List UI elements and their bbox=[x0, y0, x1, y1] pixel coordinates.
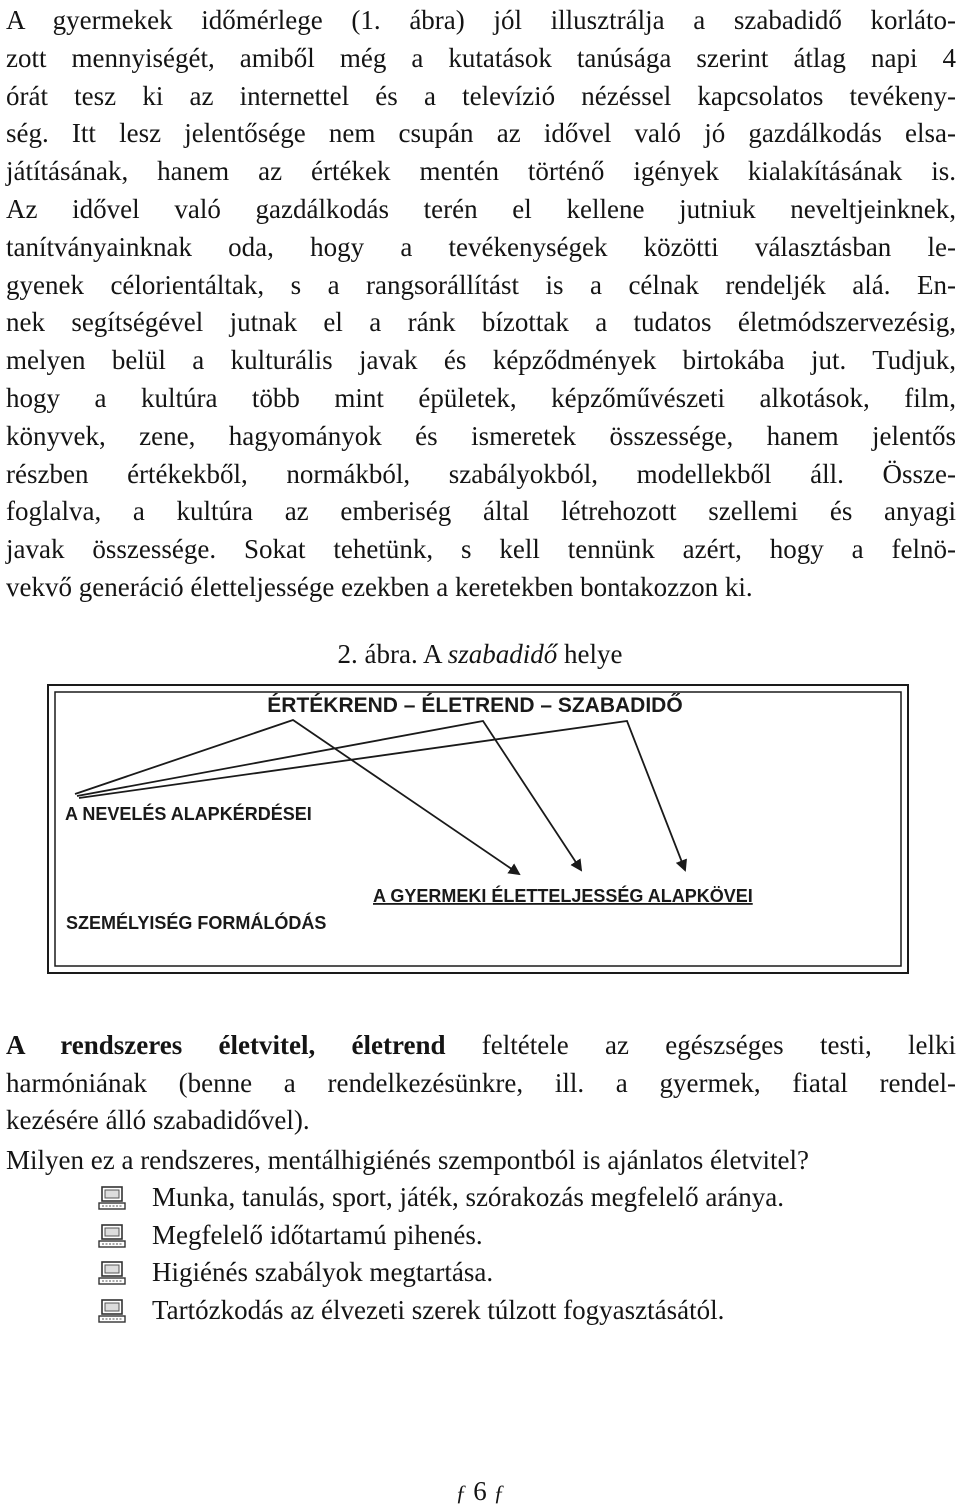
page-footer bbox=[0, 1476, 960, 1507]
figure-title: ÉRTÉKREND – ÉLETREND – SZABADIDŐ bbox=[267, 694, 683, 717]
bullet-list bbox=[98, 1179, 784, 1329]
list-item bbox=[98, 1179, 784, 1217]
footer-ornament-left: ƒ bbox=[455, 1480, 467, 1505]
question-line: Milyen ez a rendszeres, mentálhigiénés szempontból is ajánlatos életvitel? bbox=[6, 1145, 809, 1175]
list-item bbox=[98, 1217, 784, 1255]
list-item-text: Megfelelő időtartamú pihenés. bbox=[152, 1219, 483, 1250]
caption-prefix: 2. ábra. A bbox=[337, 639, 448, 669]
list-item bbox=[98, 1292, 784, 1330]
text-line: Az idővel való gazdálkodás terén el kellene jutniuk neveltjeinknek, bbox=[6, 193, 956, 224]
figure-caption bbox=[0, 634, 960, 674]
text-line: melyen belül a kulturális javak és képződmények birtokába jut. Tudjuk, bbox=[6, 345, 956, 376]
text-line: órát tesz ki az internettel és a televízió nézéssel kapcsolatos tevékeny- bbox=[6, 80, 956, 111]
text-line: zott mennyiségét, amiből még a kutatások tanúsága szerint átlag napi 4 bbox=[6, 42, 956, 73]
list-item-text: Tartózkodás az élvezeti szerek túlzott fogyasztásától. bbox=[152, 1294, 725, 1325]
page-number: 6 bbox=[473, 1476, 487, 1506]
list-item bbox=[98, 1254, 784, 1292]
connector-line bbox=[77, 721, 581, 870]
text-line: vekvő generáció életteljessége ezekben a keretekben bontakozzon ki. bbox=[6, 571, 753, 602]
connector-line bbox=[79, 721, 685, 870]
text-line: könyvek, zene, hagyományok és ismeretek összessége, hanem jelentős bbox=[6, 420, 956, 451]
text-line: részben értékekből, normákból, szabályokból, modellekből áll. Össze- bbox=[6, 458, 956, 489]
text-line: gyenek célorientáltak, s a rangsorállítást is a célnak rendeljék alá. En- bbox=[6, 269, 956, 300]
text-line: nek segítségével jutnak el a ránk bízottak a tudatos életmódszervezésig, bbox=[6, 307, 956, 338]
bold-lead: A rendszeres életvitel, életrend bbox=[6, 1030, 446, 1060]
main-paragraph bbox=[6, 2, 956, 607]
caption-italic: szabadidő bbox=[447, 639, 558, 669]
text-line: ség. Itt lesz jelentősége nem csupán az idővel való jó gazdálkodás elsa- bbox=[6, 118, 956, 149]
footer-ornament-right: ƒ bbox=[493, 1480, 505, 1505]
text-line: kezésére álló szabadidővel). bbox=[6, 1105, 310, 1136]
text-line: tanítványainknak oda, hogy a tevékenységek közötti választásban le- bbox=[6, 231, 956, 262]
text-line: harmóniának (benne a rendelkezésünkre, ill. a gyermek, fiatal rendel- bbox=[6, 1067, 956, 1098]
computer-icon bbox=[98, 1224, 128, 1248]
diagram-svg bbox=[47, 684, 909, 974]
figure-bottom-label-2: SZEMÉLYISÉG FORMÁLÓDÁS bbox=[66, 913, 327, 933]
text-line: foglalva, a kultúra az emberiség által létrehozott szellemi és anyagi bbox=[6, 496, 956, 527]
lifestyle-paragraph bbox=[6, 1027, 956, 1140]
figure-diagram bbox=[47, 684, 909, 974]
caption-suffix: helye bbox=[557, 639, 623, 669]
computer-icon bbox=[98, 1299, 128, 1323]
list-item-text: Munka, tanulás, sport, játék, szórakozás megfelelő aránya. bbox=[152, 1182, 785, 1212]
figure-left-label: A NEVELÉS ALAPKÉRDÉSEI bbox=[65, 804, 312, 824]
computer-icon bbox=[98, 1186, 128, 1210]
text-line: játításának, hanem az értékek mentén történő igények kialakításának is. bbox=[6, 156, 956, 187]
connector-line bbox=[75, 720, 519, 874]
computer-icon bbox=[98, 1261, 128, 1285]
text-line: A gyermekek időmérlege (1. ábra) jól illusztrálja a szabadidő korláto- bbox=[6, 5, 956, 35]
list-item-text: Higiénés szabályok megtartása. bbox=[152, 1257, 494, 1288]
text-line: javak összessége. Sokat tehetünk, s kell tennünk azért, hogy a felnö- bbox=[6, 534, 956, 565]
text-line: hogy a kultúra több mint épületek, képzőművészeti alkotások, film, bbox=[6, 382, 956, 413]
text-line: A rendszeres életvitel, életrend feltétele az egészséges testi, lelki bbox=[6, 1030, 956, 1060]
figure-bottom-label-1: A GYERMEKI ÉLETTELJESSÉG ALAPKÖVEI bbox=[373, 886, 753, 906]
